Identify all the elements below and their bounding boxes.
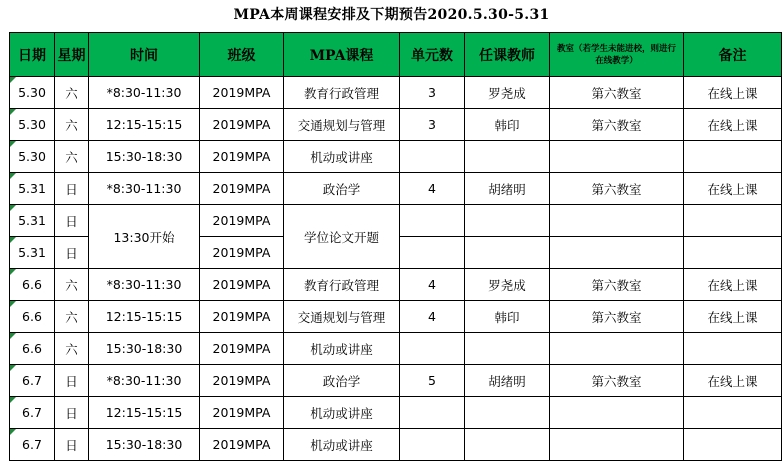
cell-room[interactable]: 第六教室: [550, 173, 684, 205]
table-row: [10, 397, 782, 429]
cell-date[interactable]: 6.6: [10, 301, 55, 333]
cell-date[interactable]: 6.6: [10, 269, 55, 301]
cell-class[interactable]: 2019MPA: [200, 237, 284, 269]
cell-time[interactable]: 12:15-15:15: [89, 301, 200, 333]
schedule-table: [9, 32, 782, 461]
cell-weekday[interactable]: 六: [55, 333, 89, 365]
table-row: [10, 301, 782, 333]
cell-units[interactable]: [400, 141, 465, 173]
cell-class[interactable]: 2019MPA: [200, 173, 284, 205]
cell-class[interactable]: 2019MPA: [200, 77, 284, 109]
cell-units[interactable]: [400, 429, 465, 461]
cell-room[interactable]: [550, 429, 684, 461]
cell-time[interactable]: *8:30-11:30: [89, 173, 200, 205]
cell-note[interactable]: 在线上课: [684, 269, 782, 301]
cell-units[interactable]: [400, 237, 465, 269]
table-row: [10, 141, 782, 173]
cell-note[interactable]: [684, 429, 782, 461]
cell-class[interactable]: 2019MPA: [200, 109, 284, 141]
cell-class[interactable]: 2019MPA: [200, 141, 284, 173]
table-row: [10, 173, 782, 205]
cell-teacher[interactable]: 胡绪明: [465, 365, 550, 397]
cell-class[interactable]: 2019MPA: [200, 429, 284, 461]
cell-weekday[interactable]: 六: [55, 141, 89, 173]
cell-time[interactable]: *8:30-11:30: [89, 77, 200, 109]
cell-room[interactable]: [550, 205, 684, 237]
cell-course[interactable]: 政治学: [284, 365, 400, 397]
cell-time[interactable]: *8:30-11:30: [89, 365, 200, 397]
sheet-title: MPA本周课程安排及下期预告2020.5.30-5.31: [233, 7, 550, 23]
cell-time[interactable]: 12:15-15:15: [89, 109, 200, 141]
header-units[interactable]: 单元数: [400, 33, 465, 77]
table-row: [10, 365, 782, 397]
cell-time[interactable]: 15:30-18:30: [89, 429, 200, 461]
cell-date[interactable]: 6.7: [10, 365, 55, 397]
cell-units[interactable]: 4: [400, 301, 465, 333]
cell-units[interactable]: 3: [400, 77, 465, 109]
cell-room[interactable]: 第六教室: [550, 365, 684, 397]
table-row: [10, 77, 782, 109]
cell-teacher[interactable]: 韩印: [465, 109, 550, 141]
cell-units[interactable]: 4: [400, 173, 465, 205]
table-row: [10, 205, 782, 237]
cell-weekday[interactable]: 日: [55, 429, 89, 461]
header-note[interactable]: 备注: [684, 33, 782, 77]
cell-time[interactable]: *8:30-11:30: [89, 269, 200, 301]
cell-date[interactable]: 5.30: [10, 109, 55, 141]
cell-class[interactable]: 2019MPA: [200, 269, 284, 301]
cell-units[interactable]: 5: [400, 365, 465, 397]
cell-note[interactable]: 在线上课: [684, 77, 782, 109]
header-class[interactable]: 班级: [200, 33, 284, 77]
cell-units[interactable]: 4: [400, 269, 465, 301]
cell-date[interactable]: 5.30: [10, 141, 55, 173]
cell-note[interactable]: 在线上课: [684, 301, 782, 333]
cell-weekday[interactable]: 六: [55, 77, 89, 109]
cell-course[interactable]: 机动或讲座: [284, 141, 400, 173]
cell-date[interactable]: 5.30: [10, 77, 55, 109]
cell-note[interactable]: [684, 141, 782, 173]
header-room[interactable]: 教室（若学生未能进校，则进行在线教学）: [550, 33, 684, 77]
cell-course[interactable]: 机动或讲座: [284, 397, 400, 429]
cell-note[interactable]: [684, 237, 782, 269]
cell-date[interactable]: 6.6: [10, 333, 55, 365]
cell-room[interactable]: 第六教室: [550, 269, 684, 301]
header-teacher[interactable]: 任课教师: [465, 33, 550, 77]
cell-date[interactable]: 5.31: [10, 173, 55, 205]
cell-teacher[interactable]: [465, 333, 550, 365]
cell-teacher[interactable]: [465, 237, 550, 269]
cell-teacher[interactable]: [465, 397, 550, 429]
cell-weekday[interactable]: 日: [55, 205, 89, 237]
cell-units[interactable]: [400, 397, 465, 429]
cell-room[interactable]: [550, 141, 684, 173]
cell-weekday[interactable]: 六: [55, 109, 89, 141]
header-course[interactable]: MPA课程: [284, 33, 400, 77]
cell-note[interactable]: 在线上课: [684, 173, 782, 205]
cell-teacher[interactable]: 罗尧成: [465, 77, 550, 109]
cell-course[interactable]: 交通规划与管理: [284, 109, 400, 141]
cell-class[interactable]: 2019MPA: [200, 365, 284, 397]
cell-teacher[interactable]: 罗尧成: [465, 269, 550, 301]
cell-teacher[interactable]: 胡绪明: [465, 173, 550, 205]
cell-course[interactable]: 交通规划与管理: [284, 301, 400, 333]
header-time[interactable]: 时间: [89, 33, 200, 77]
cell-note[interactable]: 在线上课: [684, 109, 782, 141]
cell-room[interactable]: [550, 333, 684, 365]
cell-teacher[interactable]: [465, 429, 550, 461]
cell-note[interactable]: [684, 397, 782, 429]
cell-course[interactable]: 教育行政管理: [284, 77, 400, 109]
cell-weekday[interactable]: 日: [55, 173, 89, 205]
cell-weekday[interactable]: 日: [55, 397, 89, 429]
cell-units[interactable]: 3: [400, 109, 465, 141]
table-row: [10, 109, 782, 141]
cell-date[interactable]: 5.31: [10, 205, 55, 237]
cell-units[interactable]: [400, 333, 465, 365]
cell-course[interactable]: 机动或讲座: [284, 333, 400, 365]
cell-room[interactable]: [550, 397, 684, 429]
header-date[interactable]: 日期: [10, 33, 55, 77]
cell-time[interactable]: 12:15-15:15: [89, 397, 200, 429]
cell-weekday[interactable]: 六: [55, 301, 89, 333]
cell-date[interactable]: 5.31: [10, 237, 55, 269]
cell-weekday[interactable]: 日: [55, 237, 89, 269]
cell-date[interactable]: 6.7: [10, 429, 55, 461]
cell-room[interactable]: [550, 237, 684, 269]
cell-time[interactable]: 15:30-18:30: [89, 141, 200, 173]
cell-class[interactable]: 2019MPA: [200, 333, 284, 365]
header-row: [10, 33, 782, 77]
cell-room[interactable]: 第六教室: [550, 301, 684, 333]
cell-class[interactable]: 2019MPA: [200, 301, 284, 333]
cell-note[interactable]: 在线上课: [684, 365, 782, 397]
cell-time-merged[interactable]: 13:30开始: [89, 205, 200, 269]
cell-teacher[interactable]: [465, 205, 550, 237]
cell-weekday[interactable]: 六: [55, 269, 89, 301]
cell-teacher[interactable]: [465, 141, 550, 173]
cell-note[interactable]: [684, 205, 782, 237]
cell-note[interactable]: [684, 333, 782, 365]
cell-course[interactable]: 机动或讲座: [284, 429, 400, 461]
header-weekday[interactable]: 星期: [55, 33, 89, 77]
cell-class[interactable]: 2019MPA: [200, 397, 284, 429]
cell-room[interactable]: 第六教室: [550, 77, 684, 109]
cell-class[interactable]: 2019MPA: [200, 205, 284, 237]
table-row: [10, 429, 782, 461]
cell-room[interactable]: 第六教室: [550, 109, 684, 141]
table-row: [10, 333, 782, 365]
cell-weekday[interactable]: 日: [55, 365, 89, 397]
cell-date[interactable]: 6.7: [10, 397, 55, 429]
cell-course-merged[interactable]: 学位论文开题: [284, 205, 400, 269]
cell-course[interactable]: 教育行政管理: [284, 269, 400, 301]
cell-teacher[interactable]: 韩印: [465, 301, 550, 333]
cell-course[interactable]: 政治学: [284, 173, 400, 205]
cell-time[interactable]: 15:30-18:30: [89, 333, 200, 365]
table-row: [10, 269, 782, 301]
cell-units[interactable]: [400, 205, 465, 237]
